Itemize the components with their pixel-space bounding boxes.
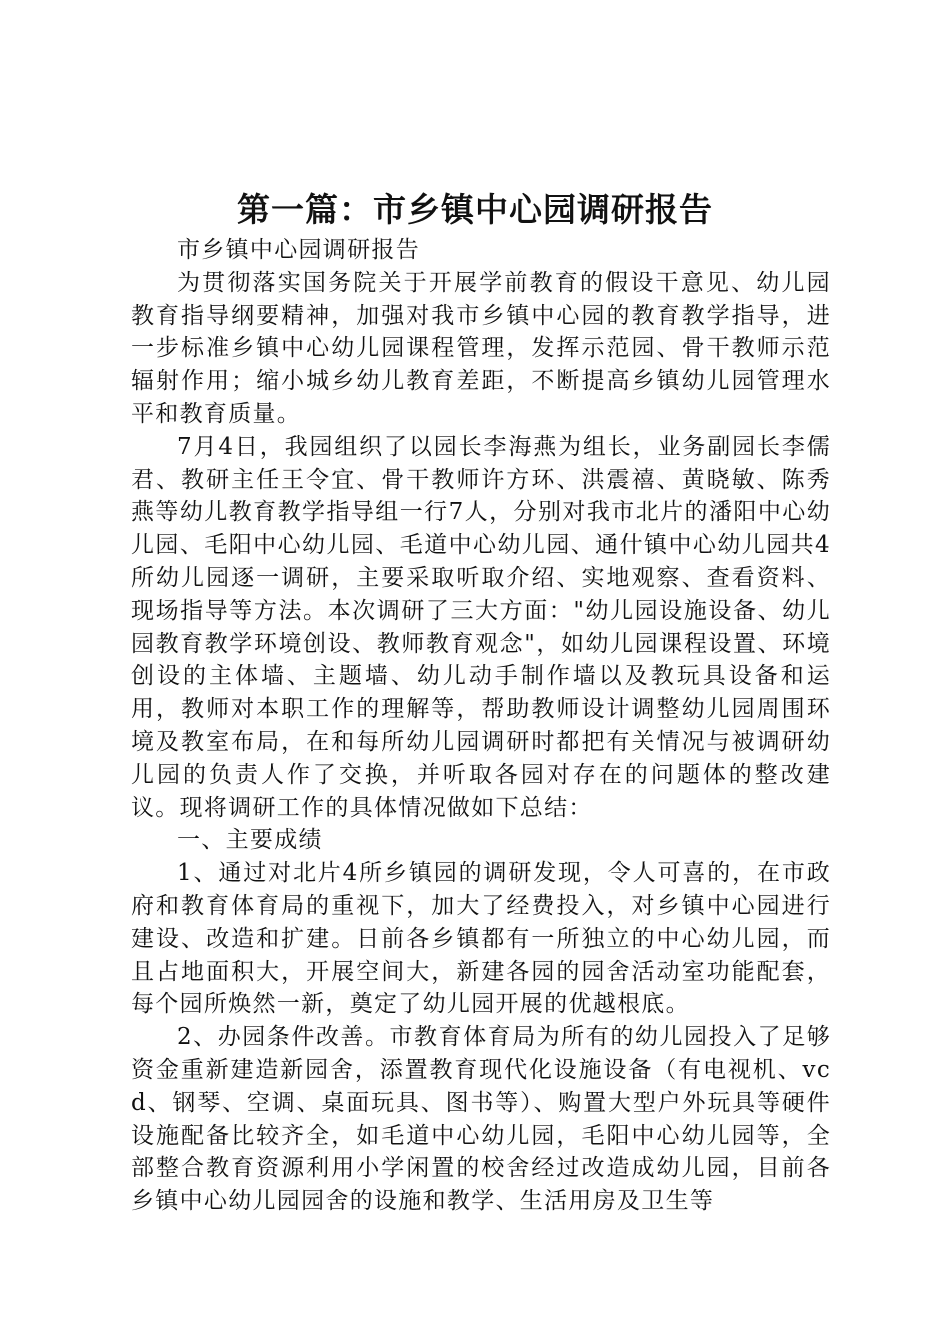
paragraph-achievement-1: 1、通过对北片4所乡镇园的调研发现，令人可喜的，在市政府和教育体育局的重视下，加大了经费投入，对乡镇中心园进行建设、改造和扩建。日前各乡镇都有一所独立的中心幼儿园，而且占地面积大，开展空间大，新建各园的园舍活动室功能配套，每个园所焕然一新，奠定了幼儿园开展的优越根底。 — [131, 860, 831, 1018]
paragraph-achievement-2: 2、办园条件改善。市教育体育局为所有的幼儿园投入了足够资金重新建造新园舍，添置教育现代化设施设备（有电视机、vcd、钢琴、空调、桌面玩具、图书等）、购置大型户外玩具等硬件设施配备比较齐全，如毛道中心幼儿园，毛阳中心幼儿园等，全部整合教育资源利用小学闲置的校舍经过改造成幼儿园，目前各乡镇中心幼儿园园舍的设施和教学、生活用房及卫生等 — [131, 1024, 831, 1215]
document-body — [131, 234, 831, 1218]
paragraph-purpose: 为贯彻落实国务院关于开展学前教育的假设干意见、幼儿园教育指导纲要精神，加强对我市乡镇中心园的教育教学指导，进一步标准乡镇中心幼儿园课程管理，发挥示范园、骨干教师示范辐射作用；缩小城乡幼儿教育差距，不断提高乡镇幼儿园管理水平和教育质量。 — [131, 269, 831, 427]
document-title: 第一篇：市乡镇中心园调研报告 — [237, 190, 713, 229]
report-subtitle: 市乡镇中心园调研报告 — [177, 237, 420, 263]
paragraph-survey-overview: 7月4日，我园组织了以园长李海燕为组长，业务副园长李儒君、教研主任王令宜、骨干教师许方环、洪震禧、黄晓敏、陈秀燕等幼儿教育教学指导组一行7人，分别对我市北片的潘阳中心幼儿园、毛阳中心幼儿园、毛道中心幼儿园、通什镇中心幼儿园共4所幼儿园逐一调研，主要采取听取介绍、实地观察、查看资料、现场指导等方法。本次调研了三大方面："幼儿园设施设备、幼儿园教育教学环境创设、教师教育观念"，如幼儿园课程设置、环境创设的主体墙、主题墙、幼儿动手制作墙以及教玩具设备和运用，教师对本职工作的理解等，帮助教师设计调整幼儿园周围环境及教室布局，在和每所幼儿园调研时都把有关情况与被调研幼儿园的负责人作了交换，并听取各园对存在的问题体的整改建议。现将调研工作的具体情况做如下总结： — [131, 433, 831, 821]
section-heading-achievements: 一、主要成绩 — [177, 827, 323, 854]
